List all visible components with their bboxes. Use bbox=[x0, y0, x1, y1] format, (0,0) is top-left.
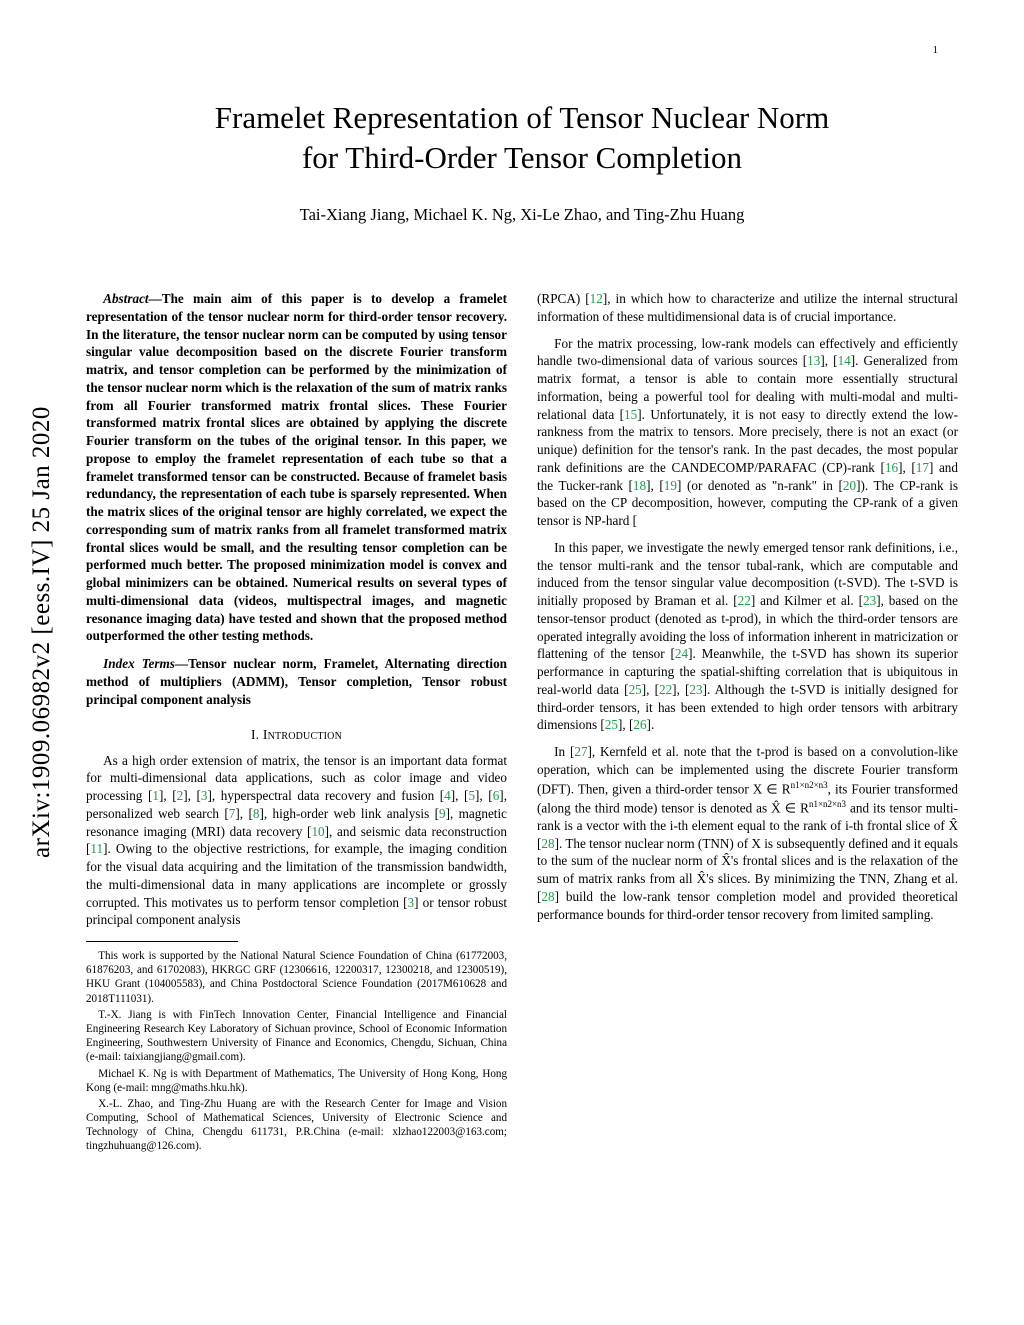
citation-25b[interactable]: 25 bbox=[604, 717, 618, 733]
rp2-text-e: ], [ bbox=[898, 459, 916, 475]
author-list: Tai-Xiang Jiang, Michael K. Ng, Xi-Le Zhao, and Ting-Zhu Huang bbox=[299, 205, 745, 225]
rp1-text-b: ], in which how to characterize and utilize the internal structural information of these multidimensional data is of crucial importance. bbox=[537, 291, 958, 324]
index-terms-paragraph bbox=[86, 655, 507, 708]
rp2-text-f: ] and the Tucker-rank [ bbox=[537, 459, 958, 493]
right-paragraph-4 bbox=[537, 743, 958, 923]
two-column-body bbox=[86, 290, 958, 1156]
arxiv-identifier-stamp: arXiv:1909.06982v2 [eess.IV] 25 Jan 2020 bbox=[28, 406, 55, 858]
citation-2[interactable]: 2 bbox=[176, 788, 184, 804]
title-block bbox=[86, 80, 958, 225]
citation-16[interactable]: 16 bbox=[884, 459, 899, 475]
rp2-text-d: ]. Unfortunately, it is not easy to directly extend the low-rankness from the matrix to tensors. More precisely, there is not an exact (or unique) definition for the tensor's rank. In the past decades, the most popular rank definitions are the CANDECOMP/PARAFAC (CP)-rank [ bbox=[537, 406, 958, 475]
abstract-text: The main aim of this paper is to develop a framelet representation of the tensor nuclear norm for third-order tensor recovery. In the literature, the tensor nuclear norm can be computed by using tensor singular value decomposition based on the discrete Fourier transform matrix, and tensor completion can be performed by the minimization of the tensor nuclear norm which is the relaxation of the sum of matrix ranks from all Fourier transformed matrix frontal slices. These Fourier transformed matrix frontal slices are obtained by applying the discrete Fourier transform on the tubes of the original tensor. In this paper, we propose to employ the framelet representation of each tube so that a framelet transformed tensor can be constructed. Because of framelet basis redundancy, the representation of each tube is sparsely represented. When the matrix slices of the original tensor are highly correlated, we expect the corresponding sum of matrix ranks from all framelet transformed matrix frontal slices would be small, and the resulting tensor completion can be performed much better. The proposed minimization model is convex and global minimizers can be obtained. Numerical results on several types of multi-dimensional data (videos, multispectral images, and magnetic resonance imaging data) have tested and shown that the proposed method outperformed the other testing methods. bbox=[86, 291, 507, 644]
right-paragraph-1 bbox=[537, 290, 958, 326]
citation-17[interactable]: 17 bbox=[915, 459, 929, 475]
abstract-label: Abstract bbox=[103, 291, 149, 306]
citation-28b[interactable]: 28 bbox=[541, 888, 555, 904]
right-paragraph-2 bbox=[537, 335, 958, 530]
intro-text-b: ], [ bbox=[158, 788, 177, 804]
citation-23b[interactable]: 23 bbox=[689, 681, 703, 697]
rp4-text-e: ]. The tensor nuclear norm (TNN) of X is subsequently defined and it equals to the sum of the nuclear norm of X̂'s frontal slices and is the relaxation of the sum of matrix ranks from all X̂'s slices. By minimizing the TNN, Zhang et al. [ bbox=[537, 835, 958, 904]
rp3-text-f: ], [ bbox=[672, 681, 690, 697]
intro-paragraph bbox=[86, 752, 507, 930]
intro-text-g: ], personalized web search [ bbox=[86, 788, 507, 821]
rp2-text-b: ], [ bbox=[820, 353, 838, 369]
index-terms-label: Index Terms bbox=[103, 656, 175, 671]
footnote-divider bbox=[86, 941, 238, 942]
right-column bbox=[537, 290, 958, 1156]
abstract-dash: — bbox=[148, 291, 162, 306]
footnote-block bbox=[86, 949, 507, 1154]
rp4-text-c: , its Fourier transformed (along the third mode) tensor is denoted as X̂ ∈ R bbox=[537, 780, 958, 816]
footnote-author-ng: Michael K. Ng is with Department of Mathematics, The University of Hong Kong, Hong Kong (e-mail: mng@maths.hku.hk). bbox=[86, 1067, 507, 1094]
rp3-text-h: ], [ bbox=[617, 717, 634, 733]
page-title bbox=[86, 98, 958, 177]
citation-23[interactable]: 23 bbox=[863, 593, 877, 608]
rp3-text-b: ] and Kilmer et al. [ bbox=[750, 593, 863, 608]
intro-text-d: ], hyperspectral data recovery and fusion [ bbox=[207, 788, 445, 804]
citation-5[interactable]: 5 bbox=[468, 788, 476, 804]
right-paragraph-3 bbox=[537, 539, 958, 734]
rp2-text-c: ]. Generalized from matrix format, a tensor is able to contain more essentially structural information, being a powerful tool for dealing with multi-modal and multi-relational data [ bbox=[537, 353, 958, 422]
rp3-text-c: ], based on the tensor-tensor product (denoted as t-prod), in which the third-order tensors are operated integrally avoiding the loss of information inherent in matricization or flattening of the tensor [ bbox=[537, 593, 958, 662]
citation-13[interactable]: 13 bbox=[807, 353, 821, 369]
rp2-text-i: ]). The CP-rank is based on the CP decomposition, however, computing the CP-rank of a given tensor is NP-hard [ bbox=[537, 477, 958, 528]
citation-1[interactable]: 1 bbox=[152, 788, 159, 804]
rp1-text-a: (RPCA) [ bbox=[537, 291, 590, 306]
rp2-text-g: ], [ bbox=[646, 477, 664, 493]
citation-28[interactable]: 28 bbox=[541, 835, 555, 851]
intro-text-e: ], [ bbox=[450, 788, 469, 804]
rp4-text-b: ], Kernfeld et al. note that the t-prod is based on a convolution-like operation, which can be implemented using the discrete Fourier transform (DFT). Then, given a third-order tensor X ∈ R bbox=[537, 744, 958, 796]
page-number: 1 bbox=[932, 44, 938, 56]
intro-text-h: ], [ bbox=[235, 805, 253, 821]
rp3-text-a: In this paper, we investigate the newly emerged tensor rank definitions, i.e., the tensor multi-rank and the tensor tubal-rank, which are computable and induced from the tensor singular value decomposition (t-SVD). The t-SVD is initially proposed by Braman et al. [ bbox=[537, 539, 958, 608]
footnote-funding: This work is supported by the National Natural Science Foundation of China (61772003, 61876203, and 61702083), HKRGC GRF (12306616, 12200317, 12300218, and 12300519), HKU Grant (104005583), and China Postdoctoral Science Foundation (2017M610628 and 2018T111031). bbox=[86, 950, 507, 1005]
intro-text-m: ] or tensor robust principal component analysis bbox=[86, 894, 508, 928]
citation-18[interactable]: 18 bbox=[632, 477, 647, 493]
citation-3b[interactable]: 3 bbox=[407, 894, 415, 910]
rp3-text-d: ]. Meanwhile, the t-SVD has shown its superior performance in capturing the spatial-shifting correlation that is ubiquitous in real-world data [ bbox=[537, 646, 958, 697]
citation-14[interactable]: 14 bbox=[837, 353, 851, 369]
citation-3[interactable]: 3 bbox=[200, 788, 208, 804]
citation-15[interactable]: 15 bbox=[624, 406, 638, 422]
rp3-text-i: ]. bbox=[646, 717, 655, 733]
intro-text-a: As a high order extension of matrix, the tensor is an important data format for multi-dimensional data applications, such as color image and video processing [ bbox=[86, 752, 507, 804]
citation-25[interactable]: 25 bbox=[628, 681, 642, 697]
intro-text-i: ], high-order web link analysis [ bbox=[259, 805, 439, 821]
citation-4[interactable]: 4 bbox=[444, 788, 451, 804]
citation-27[interactable]: 27 bbox=[574, 744, 588, 759]
citation-24[interactable]: 24 bbox=[674, 646, 689, 662]
section-heading-introduction: I. Introduction bbox=[250, 727, 343, 743]
rp2-text-h: ] (or denoted as "n-rank" in [ bbox=[676, 477, 843, 493]
citation-19[interactable]: 19 bbox=[663, 477, 677, 493]
abstract-paragraph bbox=[86, 290, 507, 645]
rp4-text-a: In [ bbox=[554, 744, 575, 759]
tensor-dimensions-1: n1×n2×n3 bbox=[790, 779, 828, 790]
intro-text-f: ], [ bbox=[475, 788, 493, 804]
left-column bbox=[86, 290, 507, 1156]
citation-12[interactable]: 12 bbox=[589, 291, 603, 306]
citation-9[interactable]: 9 bbox=[439, 805, 446, 821]
intro-text-l: ]. Owing to the objective restrictions, for example, the imaging condition for the visual data acquiring and the limitation of the transmission bandwidth, the multi-dimensional data in many applications are incomplete or grossly corrupted. This motivates us to perform tensor completion [ bbox=[86, 841, 507, 910]
intro-text-j: ], magnetic resonance imaging (MRI) data recovery [ bbox=[86, 805, 507, 839]
index-terms-dash: — bbox=[174, 656, 189, 671]
footnote-author-zhao-huang: X.-L. Zhao, and Ting-Zhu Huang are with the Research Center for Image and Vision Computing, School of Mathematical Sciences, University of Electronic Science and Technology of China, Chengdu 611731, P.R.China (e-mail: xlzhao122003@163.com; tingzhuhuang@126.com). bbox=[86, 1097, 507, 1153]
rp4-text-f: ] build the low-rank tensor completion model and provided theoretical performance bounds for third-order tensor recovery from limited sampling. bbox=[537, 888, 958, 922]
citation-7[interactable]: 7 bbox=[228, 805, 236, 821]
citation-8[interactable]: 8 bbox=[252, 805, 260, 821]
intro-text-c: ], [ bbox=[183, 788, 201, 804]
rp3-text-g: ]. Although the t-SVD is initially designed for third-order tensors, it has been extended to high order tensors with arbitrary dimensions [ bbox=[537, 681, 958, 733]
citation-22b[interactable]: 22 bbox=[658, 681, 673, 697]
tensor-dimensions-2: n1×n2×n3 bbox=[808, 798, 847, 809]
rp2-text-a: For the matrix processing, low-rank models can effectively and efficiently handle two-dimensional data of various sources [ bbox=[537, 335, 958, 369]
citation-20[interactable]: 20 bbox=[842, 477, 857, 493]
citation-26[interactable]: 26 bbox=[633, 717, 647, 733]
title-line-2: for Third-Order Tensor Completion bbox=[301, 139, 743, 175]
citation-11[interactable]: 11 bbox=[90, 841, 104, 857]
citation-10[interactable]: 10 bbox=[311, 823, 325, 839]
footnote-author-jiang: T.-X. Jiang is with FinTech Innovation Center, Financial Intelligence and Financial Engineering Research Key Laboratory of Sichuan province, School of Economic Information Engineering, Southwestern University of Finance and Economics, Chengdu, Sichuan, China (e-mail: taixiangjiang@gmail.com). bbox=[86, 1008, 507, 1064]
intro-text-k: ], and seismic data reconstruction [ bbox=[86, 823, 507, 857]
citation-22[interactable]: 22 bbox=[737, 593, 751, 608]
title-line-1: Framelet Representation of Tensor Nuclear Norm bbox=[214, 100, 830, 135]
rp4-text-d: and its tensor multi-rank is a vector with the i-th element equal to the rank of i-th frontal slice of X̂ [ bbox=[537, 800, 958, 851]
rp3-text-e: ], [ bbox=[641, 681, 659, 697]
citation-6[interactable]: 6 bbox=[492, 788, 500, 804]
index-terms-text: Tensor nuclear norm, Framelet, Alternating direction method of multipliers (ADMM), Tensor completion, Tensor robust principal component analysis bbox=[86, 656, 507, 707]
